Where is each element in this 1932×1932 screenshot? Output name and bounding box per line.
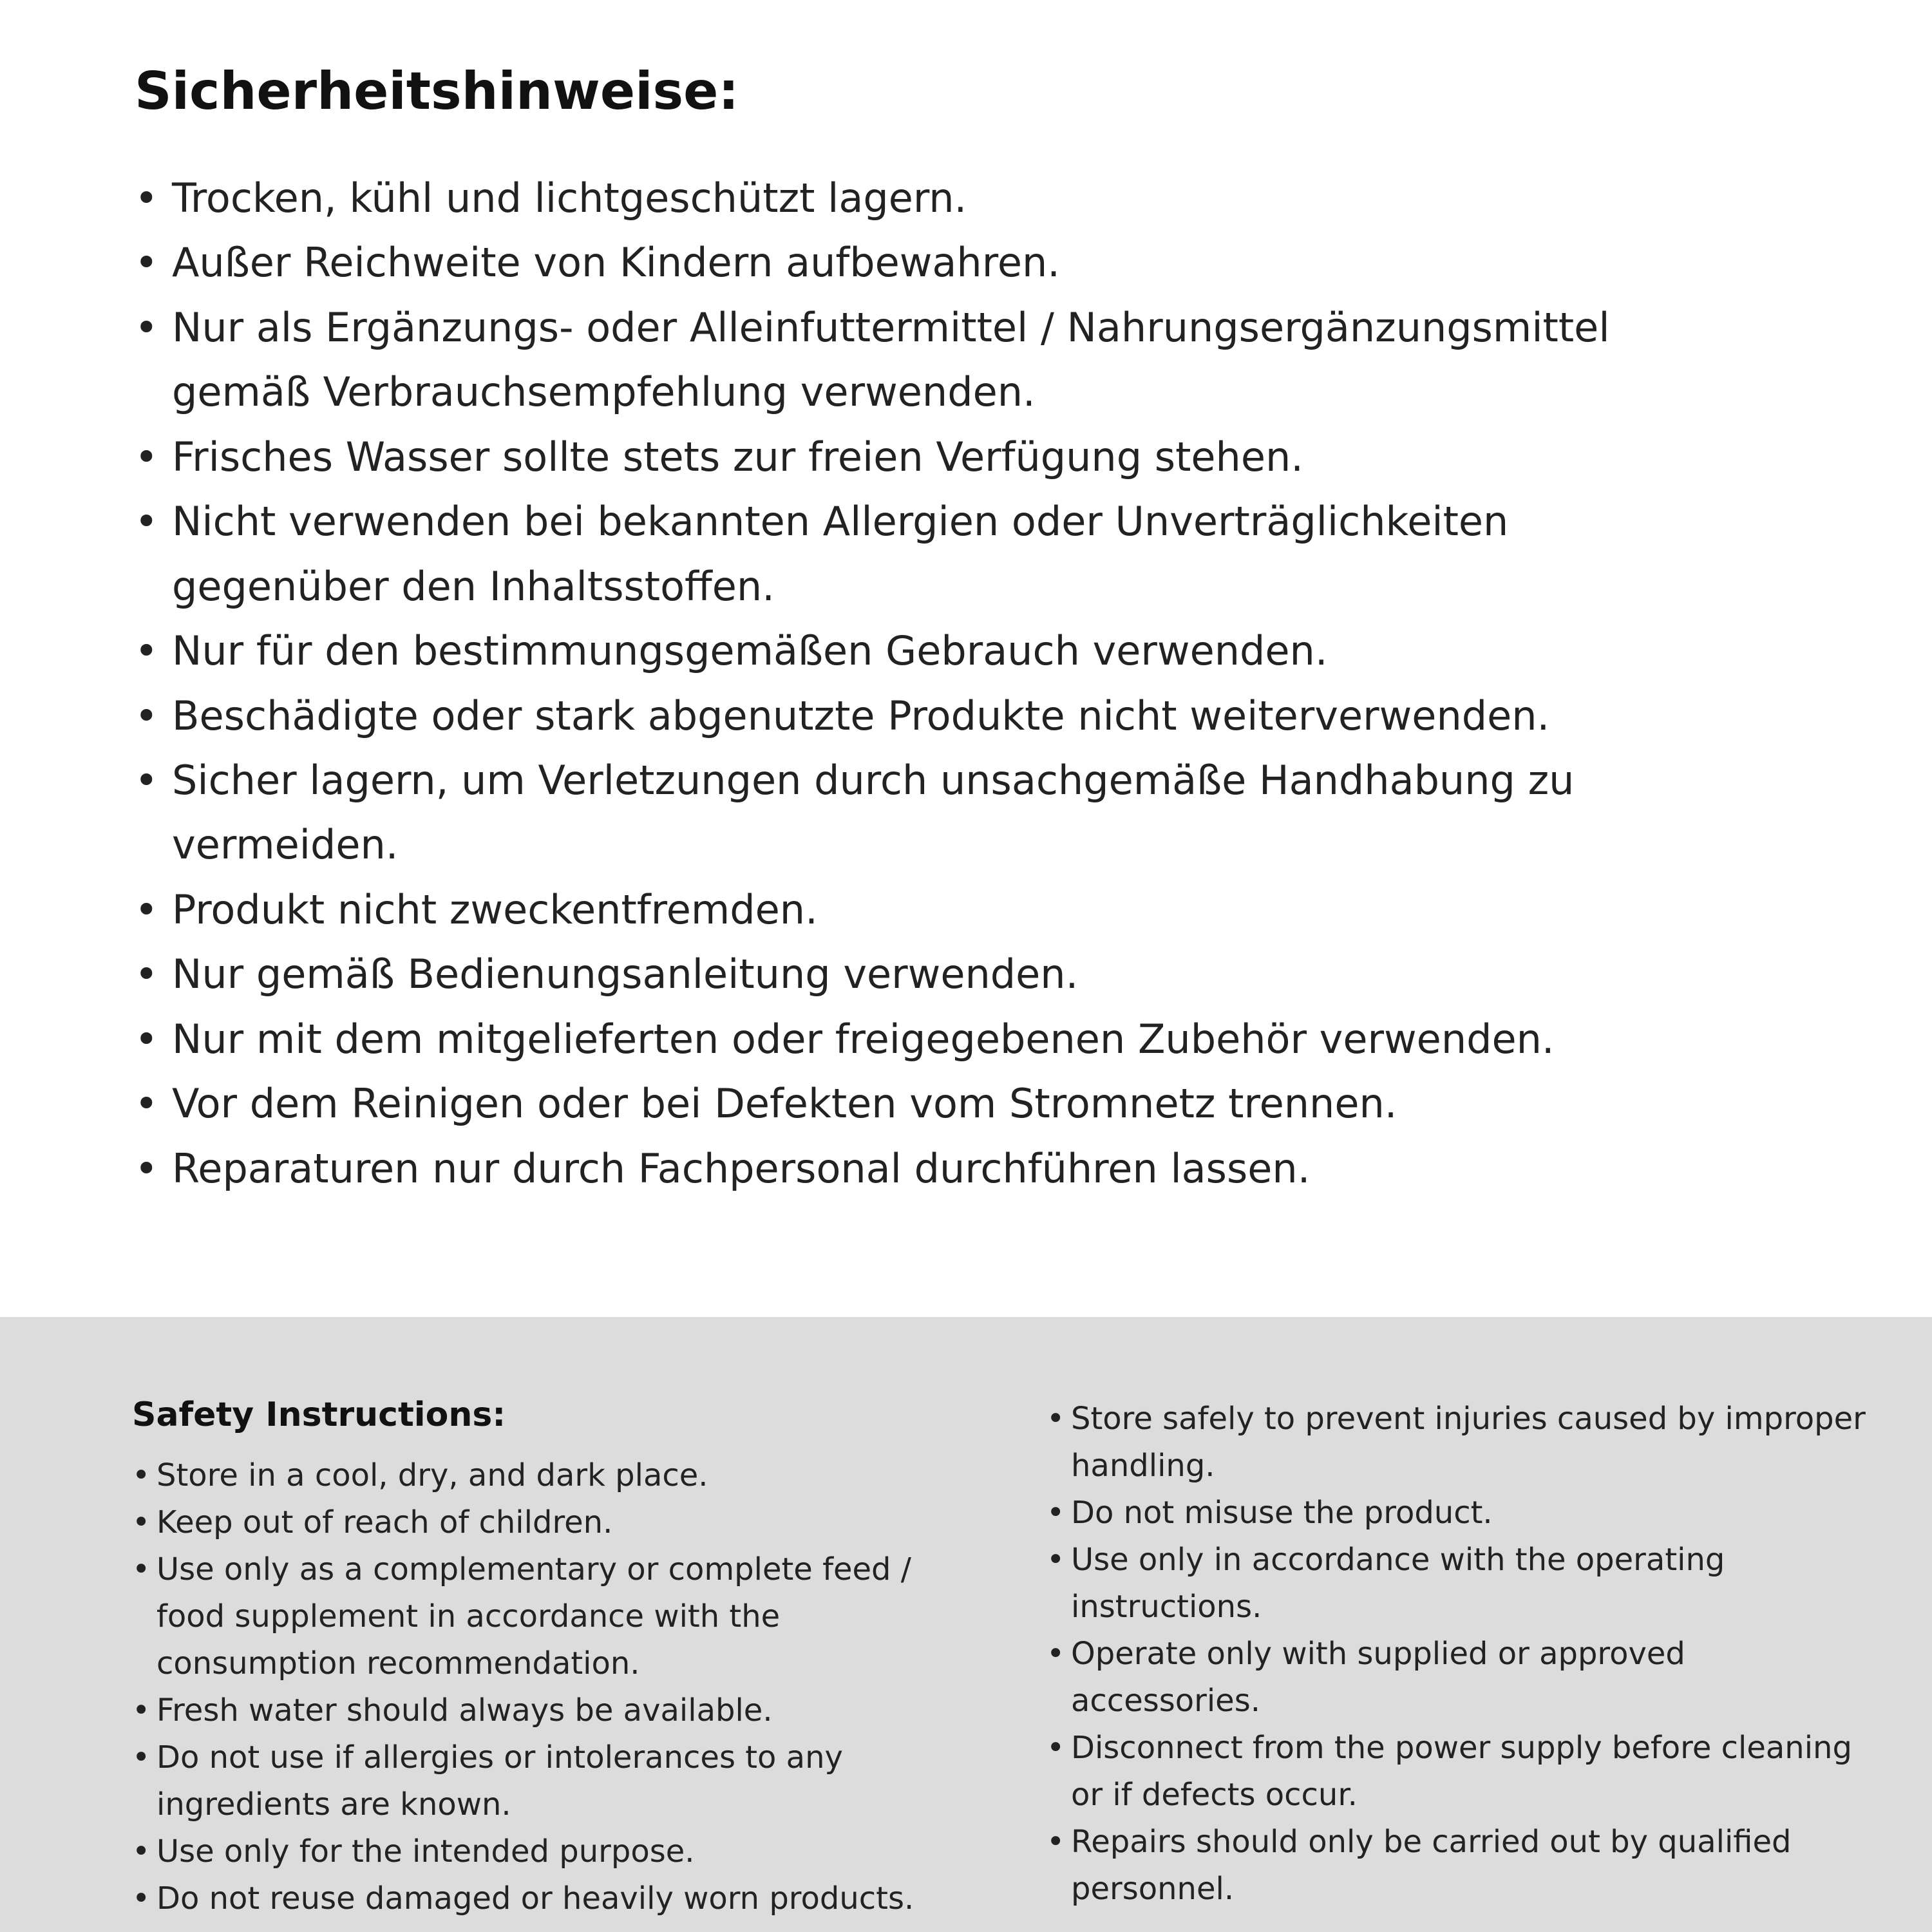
list-item-text: Nicht verwenden bei bekannten Allergien oder Unverträglichkeiten gegenüber den Inhaltsstoffen. <box>172 498 1509 610</box>
list-item <box>135 296 1648 425</box>
bullet-icon: • <box>135 627 158 675</box>
bullet-icon: • <box>1046 1635 1065 1672</box>
bullet-icon: • <box>135 951 158 998</box>
list-item <box>1046 1490 1884 1537</box>
list-item <box>132 1687 989 1734</box>
bullet-icon: • <box>132 1551 151 1587</box>
list-item <box>1046 1725 1884 1819</box>
list-item-text: Sicher lagern, um Verletzungen durch unsachgemäße Handhabung zu vermeiden. <box>172 756 1575 869</box>
list-item-text: Fresh water should always be available. <box>156 1692 773 1728</box>
bullet-icon: • <box>135 756 158 804</box>
list-item <box>132 1546 989 1687</box>
list-item <box>132 1499 989 1546</box>
list-item <box>132 1875 989 1922</box>
bullet-icon: • <box>135 1015 158 1063</box>
list-item <box>1046 1537 1884 1631</box>
bullet-icon: • <box>135 239 158 287</box>
list-item <box>135 425 1648 489</box>
bullet-icon: • <box>132 1880 151 1917</box>
bullet-icon: • <box>132 1692 151 1728</box>
list-item-text: Do not reuse damaged or heavily worn products. <box>156 1880 914 1917</box>
bullet-icon: • <box>132 1833 151 1870</box>
english-right-column <box>1046 1396 1884 1932</box>
bullet-icon: • <box>135 175 158 222</box>
bullet-icon: • <box>135 498 158 545</box>
list-item-text: Store safely to prevent injuries caused by improper handling. <box>1071 1401 1866 1484</box>
bullet-icon: • <box>135 692 158 739</box>
list-item-text: Use only in accordance with the operating instructions. <box>1071 1541 1725 1625</box>
list-item-text: Disconnect from the power supply before cleaning or if defects occur. <box>1071 1729 1852 1813</box>
list-item-text: Frisches Wasser sollte stets zur freien Verfügung stehen. <box>172 433 1303 480</box>
list-item-text: Trocken, kühl und lichtgeschützt lagern. <box>172 175 967 222</box>
bullet-icon: • <box>1046 1494 1065 1531</box>
list-item <box>135 231 1648 295</box>
list-item <box>1046 1396 1884 1490</box>
list-item-text: Store in a cool, dry, and dark place. <box>156 1457 708 1493</box>
list-item-text: Nur mit dem mitgelieferten oder freigegebenen Zubehör verwenden. <box>172 1015 1555 1063</box>
list-item <box>135 619 1648 683</box>
list-item-text: Operate only with supplied or approved accessories. <box>1071 1635 1685 1719</box>
bullet-icon: • <box>135 1144 158 1192</box>
list-item <box>132 1734 989 1828</box>
bullet-icon: • <box>132 1739 151 1776</box>
list-item <box>132 1828 989 1875</box>
bullet-icon: • <box>1046 1541 1065 1578</box>
list-item <box>135 878 1648 942</box>
list-item <box>135 748 1648 878</box>
list-item <box>1046 1631 1884 1725</box>
bullet-icon: • <box>132 1504 151 1540</box>
bullet-icon: • <box>135 303 158 351</box>
english-section <box>0 1317 1932 1932</box>
list-item-text: Nur als Ergänzungs- oder Alleinfuttermittel / Nahrungsergänzungsmittel gemäß Verbrauchsempfehlung verwenden. <box>172 303 1610 416</box>
list-item <box>132 1452 989 1499</box>
bullet-icon: • <box>135 886 158 933</box>
bullet-icon: • <box>132 1457 151 1493</box>
bullet-icon: • <box>1046 1401 1065 1437</box>
list-item-text: Beschädigte oder stark abgenutzte Produkte nicht weiterverwenden. <box>172 692 1550 739</box>
list-item-text: Reparaturen nur durch Fachpersonal durchführen lassen. <box>172 1144 1311 1192</box>
german-section-title: Sicherheitshinweise: <box>135 61 739 121</box>
english-left-column <box>132 1396 1046 1932</box>
list-item <box>135 942 1648 1007</box>
list-item-text: Produkt nicht zweckentfremden. <box>172 886 818 933</box>
list-item <box>135 489 1648 619</box>
list-item-text: Nur gemäß Bedienungsanleitung verwenden. <box>172 951 1079 998</box>
list-item-text: Außer Reichweite von Kindern aufbewahren. <box>172 239 1060 287</box>
list-item-text: Nur für den bestimmungsgemäßen Gebrauch verwenden. <box>172 627 1328 675</box>
list-item <box>135 684 1648 748</box>
list-item-text: Use only as a complementary or complete feed / food supplement in accordance with the consumption recommendation. <box>156 1551 911 1681</box>
english-safety-list-right <box>1046 1396 1884 1912</box>
bullet-icon: • <box>135 433 158 480</box>
bullet-icon: • <box>1046 1823 1065 1860</box>
list-item-text: Vor dem Reinigen oder bei Defekten vom Stromnetz trennen. <box>172 1080 1397 1128</box>
bullet-icon: • <box>135 1080 158 1128</box>
english-safety-list-left <box>132 1452 989 1922</box>
list-item-text: Do not use if allergies or intolerances to any ingredients are known. <box>156 1739 843 1823</box>
bullet-icon: • <box>1046 1729 1065 1766</box>
english-section-title: Safety Instructions: <box>132 1396 506 1434</box>
list-item-text: Keep out of reach of children. <box>156 1504 613 1540</box>
list-item <box>135 166 1648 231</box>
list-item <box>135 1137 1648 1201</box>
list-item <box>135 1007 1648 1072</box>
list-item-text: Do not misuse the product. <box>1071 1494 1493 1531</box>
german-safety-list <box>135 166 1648 1201</box>
list-item <box>135 1072 1648 1136</box>
list-item-text: Repairs should only be carried out by qualified personnel. <box>1071 1823 1792 1907</box>
list-item-text: Use only for the intended purpose. <box>156 1833 695 1870</box>
list-item <box>1046 1819 1884 1913</box>
